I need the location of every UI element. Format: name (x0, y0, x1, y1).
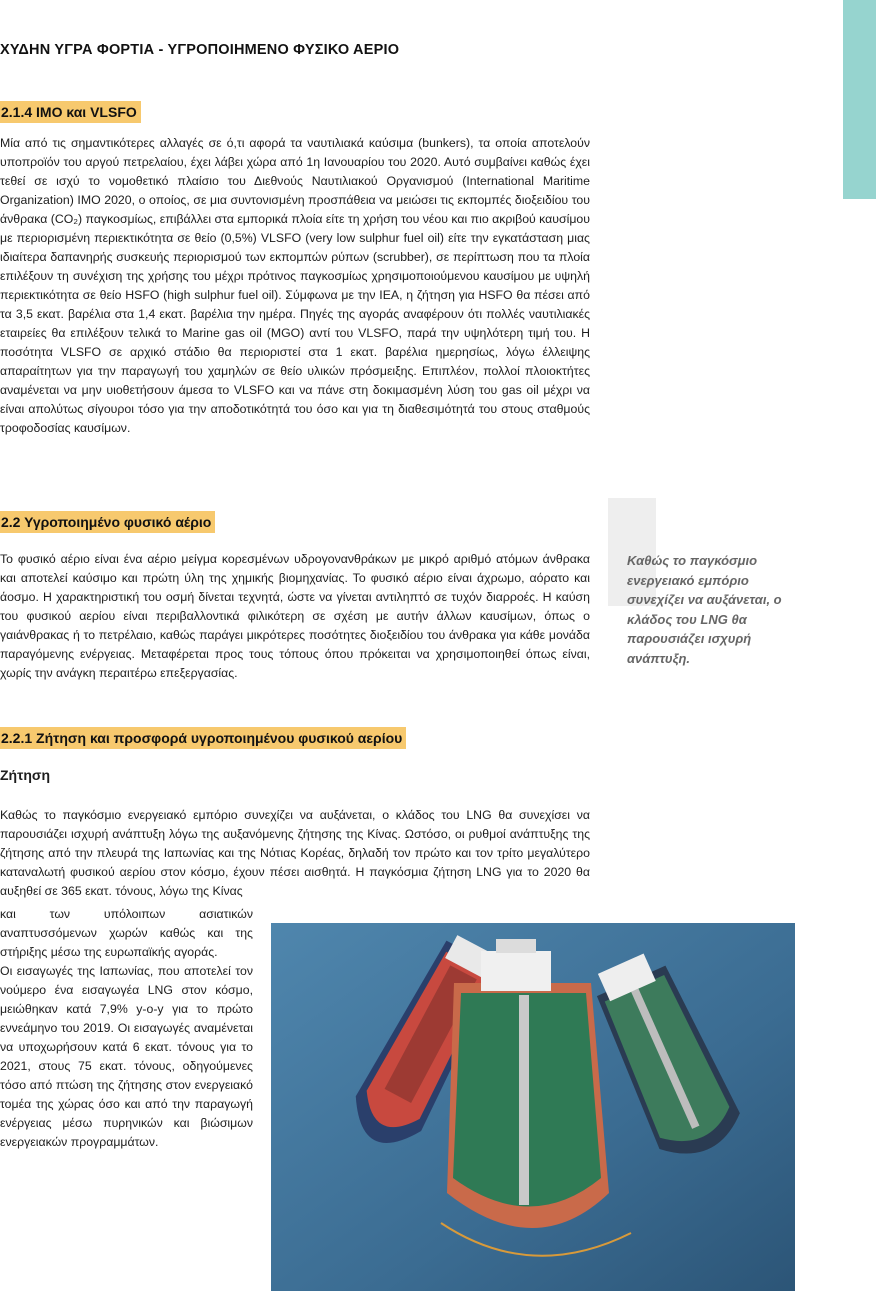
tankers-photo (271, 923, 795, 1291)
section-heading-lng: 2.2 Υγροποιημένο φυσικό αέριο (0, 511, 215, 533)
paragraph-lng: Το φυσικό αέριο είναι ένα αέριο μείγμα κορεσμένων υδρογονανθράκων με μικρό αριθμό ατόμων άνθρακα και αποτελεί καύσιμο και πρώτη ύλη της χημικής βιομηχανίας. Το φυσικό αέριο είναι άχρωμο, αόρατο και άοσμο. Η χαρακτηριστική του οσμή δίνεται τεχνητά, ώστε να γίνεται αντιληπτό σε τυχόν διαρροές. Η καύση του φυσικού αερίου είναι περιβαλλοντικά φιλικότερη σε σχέση με αυτήν άλλων καυσίμων, όπως ο γαιάνθρακας ή το πετρέλαιο, καθώς παράγει μικρότερες ποσότητες διοξειδίου του άνθρακα για κάθε μονάδα παραγόμενης ενέργειας. Μεταφέρεται προς τους τόπους όπου πρόκειται να χρησιμοποιηθεί όπως είναι, χωρίς την ανάγκη περαιτέρω επεξεργασίας. (0, 552, 590, 680)
paragraph-demand-wide: Καθώς το παγκόσμιο ενεργειακό εμπόριο συνεχίζει να αυξάνεται, ο κλάδος του LNG θα συνεχίσει να παρουσιάζει ισχυρή ανάπτυξη λόγω της αυξανόμενης ζήτησης της Κίνας. Ωστόσο, οι ρυθμοί ανάπτυξης της ζήτησης από την πλευρά της Ιαπωνίας και της Νότιας Κορέας, δηλαδή τον πρώτο και τον τρίτο μεγαλύτερο καταναλωτή φυσικού αερίου στον κόσμο, έχουν πέσει αισθητά. Η παγκόσμια ζήτηση LNG για το 2020 θα αυξηθεί σε 365 εκατ. τόνους, λόγω της Κίνας (0, 808, 590, 898)
section-tab (843, 0, 876, 199)
paragraph-demand-narrow (0, 905, 253, 1152)
paragraph-demand-narrow-1: και των υπόλοιπων ασιατικών αναπτυσσόμενων χωρών καθώς και της στήριξης μέσω της ευρωπαϊκής αγοράς. (0, 907, 253, 959)
section-heading-demand: 2.2.1 Ζήτηση και προσφορά υγροποιημένου φυσικού αερίου (0, 727, 406, 749)
subheading-demand: Ζήτηση (0, 767, 51, 783)
section-heading-imo: 2.1.4 IMO και VLSFO (0, 101, 141, 123)
running-header: ΧΥΔΗΝ ΥΓΡΑ ΦΟΡΤΙΑ - ΥΓΡΟΠΟΙΗΜΕΝΟ ΦΥΣΙΚΟ ΑΕΡΙΟ (0, 42, 400, 58)
pull-quote: Καθώς το παγκόσμιο ενεργειακό εμπόριο συνεχίζει να αυξάνεται, ο κλάδος του LNG θα παρουσιάζει ισχυρή ανάπτυξη. (627, 553, 782, 666)
paragraph-imo: Μία από τις σημαντικότερες αλλαγές σε ό,τι αφορά τα ναυτιλιακά καύσιμα (bunkers), τα οποία αποτελούν υποπροϊόν του αργού πετρελαίου, έχει λάβει χώρα από 1η Ιανουαρίου του 2020. Αυτό συμβαίνει καθώς έχει τεθεί σε ισχύ το νομοθετικό πλαίσιο του Διεθνούς Ναυτιλιακού Οργανισμού (International Maritime Organization) IMO 2020, ο οποίος, σε μια συντονισμένη προσπάθεια να μειώσει τις εκπομπές διοξειδίου του άνθρακα (CO₂) παγκοσμίως, επιβάλλει στα εμπορικά πλοία είτε τη χρήση του νέου και πιο ακριβού καυσίμου με περιορισμένη περιεκτικότητα σε θείο (0,5%) VLSFO (very low sulphur fuel oil) είτε την εγκατάσταση μιας ιδιαίτερα δαπανηρής συσκευής περιορισμού των εκπομπών ρύπων (scrubber), σε περίπτωση που τα πλοία επιλέξουν τη συνέχιση της χρήσης του μέχρι πρότινος παγκοσμίως χρησιμοποιούμενου καυσίμου με υψηλή περιεκτικότητα σε θείο HSFO (high sulphur fuel oil). Σύμφωνα με την IEA, η ζήτηση για HSFO θα πέσει από τα 3,5 εκατ. βαρέλια στα 1,4 εκατ. βαρέλια την ημέρα. Πηγές της αγοράς αναφέρουν ότι πολλές ναυτιλιακές εταιρείες θα επιλέξουν τελικά το Marine gas oil (MGO) αντί του VLSFO, παρά την υψηλότερη τιμή του. Η ποσότητα VLSFO σε αρχικό στάδιο θα περιοριστεί στα 1 εκατ. βαρέλια ημερησίως, λόγω έλλειψης απαραίτητων για την παραγωγή του χαμηλών σε θείο υλικών πρόσμειξης. Επιπλέον, πολλοί πλοιοκτήτες αναμένεται να μην υιοθετήσουν άμεσα το VLSFO και να πάνε στη δοκιμασμένη λύση του gas oil μέχρι να είναι απολύτως σίγουροι τόσο για την αποδοτικότητά του όσο και για τη διαθεσιμότητά του στους σταθμούς τροφοδοσίας καυσίμων. (0, 136, 590, 435)
paragraph-demand-narrow-2: Οι εισαγωγές της Ιαπωνίας, που αποτελεί τον νούμερο ένα εισαγωγέα LNG στον κόσμο, μειώθηκαν κατά 7,9% y-o-y για το πρώτο εννεάμηνο του 2019. Οι εισαγωγές αναμένεται να υποχωρήσουν κατά 6 εκατ. τόνους για το 2021, στους 75 εκατ. τόνους, οδηγούμενες τόσο από πτώση της ζήτησης στον ενεργειακό τομέα της χώρας όσο και από την παραγωγή ενέργειας μέσω πυρηνικών και βιώσιμων ενεργειακών προγραμμάτων. (0, 964, 253, 1149)
